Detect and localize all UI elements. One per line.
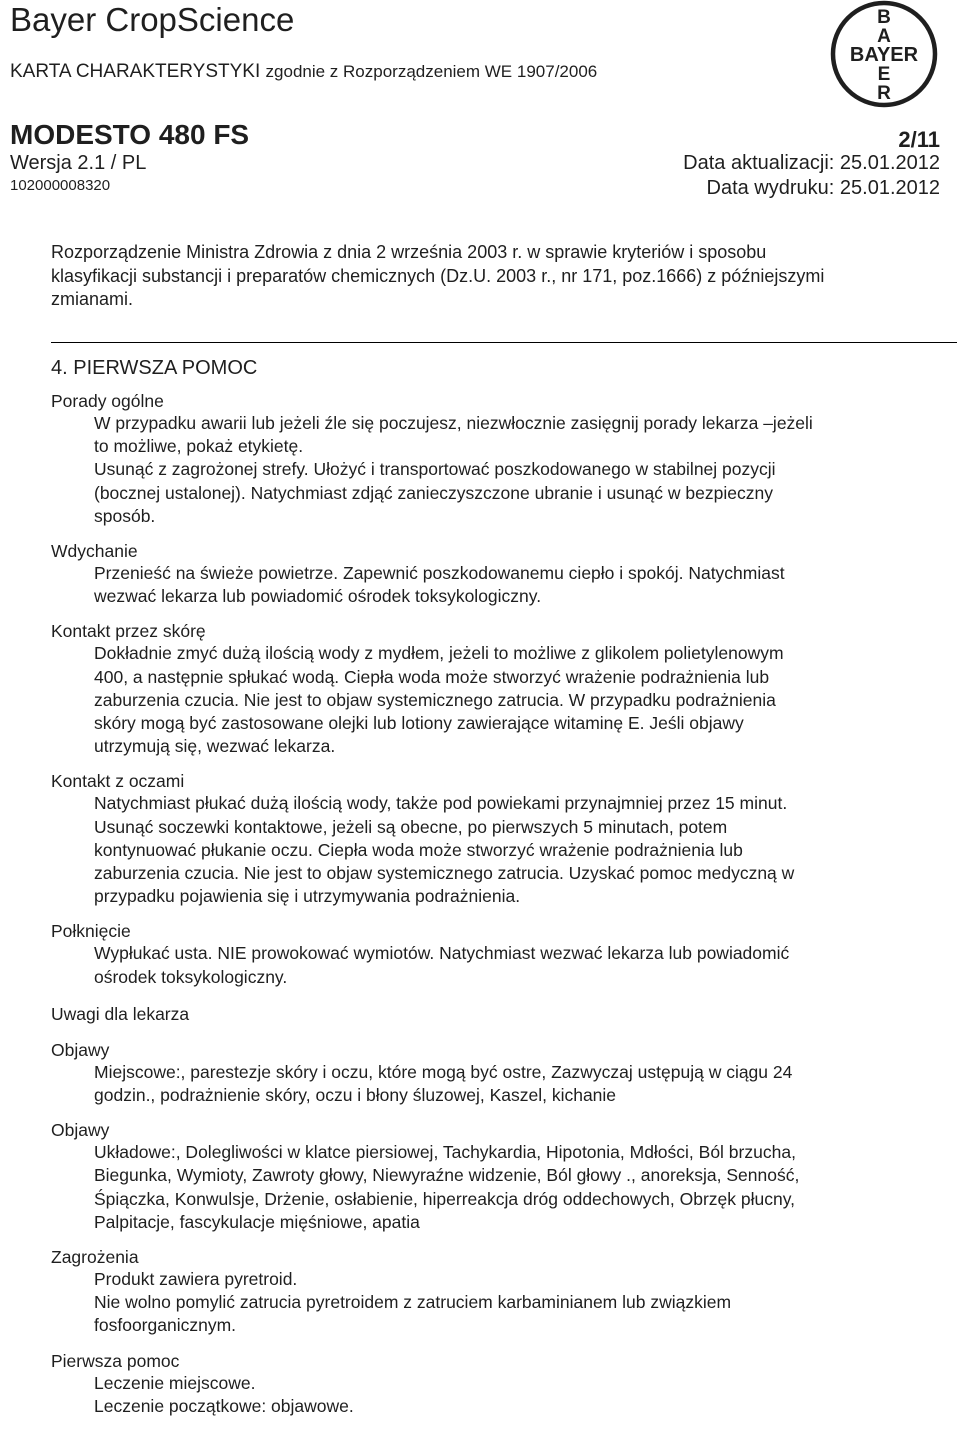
regulation-paragraph [51, 241, 931, 312]
section-divider [51, 342, 957, 343]
text-line: Przenieść na świeże powietrze. Zapewnić poszkodowanemu ciepło i spokój. Natychmiast [94, 563, 785, 584]
text-line: Wypłukać usta. NIE prowokować wymiotów. Natychmiast wezwać lekarza lub powiadomić [94, 943, 790, 964]
text-line: Palpitacje, fascykulacje mięśniowe, apatia [94, 1211, 420, 1232]
subsection-title-ingestion: Połknięcie [51, 921, 131, 942]
text-line: Układowe:, Dolegliwości w klatce piersiowej, Tachykardia, Hipotonia, Mdłości, Ból brzucha, [94, 1142, 796, 1163]
bayer-cross-logo [829, 0, 939, 108]
update-date: Data aktualizacji: 25.01.2012 [683, 152, 940, 174]
text-line: Śpiączka, Konwulsje, Drżenie, osłabienie, hiperreakcja dróg oddechowych, Obrzęk płucny, [94, 1188, 796, 1209]
text-line: wezwać lekarza lub powiadomić ośrodek toksykologiczny. [94, 586, 542, 607]
text-line: Natychmiast płukać dużą ilością wody, także pod powiekami przynajmniej przez 15 minut. [94, 793, 788, 814]
section-content [51, 390, 921, 1418]
regulation-line: klasyfikacji substancji i preparatów chemicznych (Dz.U. 2003 r., nr 171, poz.1666) z późniejszymi [51, 265, 825, 286]
svg-text:B: B [877, 7, 891, 28]
version-label: Wersja 2.1 / PL [10, 152, 147, 174]
text-line: Nie wolno pomylić zatrucia pyretroidem z zatruciem karbaminianem lub związkiem [94, 1292, 732, 1313]
text-line: zaburzenia czucia. Nie jest to objaw systemicznego zatrucia. Uzyskać pomoc medyczną w [94, 863, 795, 884]
text-line: Biegunka, Wymioty, Zawroty głowy, Niewyraźne widzenie, Ból głowy ., anoreksja, Senność, [94, 1165, 800, 1186]
text-line: W przypadku awarii lub jeżeli źle się poczujesz, niezwłocznie zasięgnij porady lekarza –jeżeli [94, 413, 813, 433]
hazards-text [94, 1268, 921, 1338]
subsection-title-general-advice: Porady ogólne [51, 391, 164, 411]
text-line: fosfoorganicznym. [94, 1315, 237, 1336]
text-line: przypadku pojawienia się i utrzymywania podrażnienia. [94, 886, 521, 907]
document-type-regulation: zgodnie z Rozporządzeniem WE 1907/2006 [265, 62, 598, 81]
text-line: kontynuować płukanie oczu. Ciepła woda może stworzyć wrażenie podrażnienia lub [94, 839, 743, 860]
subsection-title-doctor-notes: Uwagi dla lekarza [51, 1003, 190, 1024]
text-line: Usunąć z zagrożonej strefy. Ułożyć i transportować poszkodowanego w stabilnej pozycji [94, 459, 776, 480]
text-line: to możliwe, pokaż etykietę. [94, 436, 304, 457]
text-line: zaburzenia czucia. Nie jest to objaw systemicznego zatrucia. W przypadku podrażnienia [94, 689, 776, 710]
eye-contact-text [94, 792, 921, 908]
svg-text:E: E [877, 64, 891, 85]
text-line: Leczenie początkowe: objawowe. [94, 1395, 354, 1416]
general-advice-text [94, 412, 921, 528]
ingestion-text [94, 942, 921, 988]
print-date: Data wydruku: 25.01.2012 [706, 177, 940, 199]
regulation-line: Rozporządzenie Ministra Zdrowia z dnia 2 września 2003 r. w sprawie kryteriów i sposobu [51, 242, 767, 262]
svg-text:BAYER: BAYER [849, 44, 919, 66]
subsection-title-symptoms-systemic: Objawy [51, 1120, 110, 1141]
symptoms-systemic-text [94, 1141, 921, 1234]
text-line: Leczenie miejscowe. [94, 1372, 256, 1393]
subsection-title-inhalation: Wdychanie [51, 541, 138, 562]
first-aid-text [94, 1372, 921, 1418]
svg-text:A: A [877, 26, 891, 47]
product-name: MODESTO 480 FS [10, 119, 250, 150]
document-type [10, 60, 597, 84]
text-line: skóry mogą być zastosowane olejki lub lotiony zawierające witaminę E. Jeśli objawy [94, 713, 744, 734]
document-type-main: KARTA CHARAKTERYSTYKI [10, 61, 261, 82]
inhalation-text [94, 562, 921, 608]
document-number: 102000008320 [10, 177, 111, 194]
svg-text:R: R [877, 83, 891, 104]
text-line: godzin., podrażnienie skóry, oczu i błony śluzowej, Kaszel, kichanie [94, 1085, 617, 1106]
company-name: Bayer CropScience [10, 1, 295, 38]
text-line: utrzymują się, wezwać lekarza. [94, 736, 336, 757]
skin-contact-text [94, 642, 921, 758]
text-line: (bocznej ustalonej). Natychmiast zdjąć zanieczyszczone ubranie i usunąć w bezpieczny [94, 482, 773, 503]
text-line: ośrodek toksykologiczny. [94, 966, 288, 987]
subsection-title-skin-contact: Kontakt przez skórę [51, 621, 206, 642]
text-line: 400, a następnie spłukać wodą. Ciepła woda może stworzyć wrażenie podrażnienia lub [94, 666, 770, 687]
text-line: Dokładnie zmyć dużą ilością wody z mydłem, jeżeli to możliwe z glikolem polietylenowym [94, 643, 784, 664]
subsection-title-eye-contact: Kontakt z oczami [51, 771, 185, 792]
text-line: Usunąć soczewki kontaktowe, jeżeli są obecne, po pierwszych 5 minutach, potem [94, 816, 728, 837]
regulation-line: zmianami. [51, 289, 134, 309]
text-line: sposób. [94, 505, 156, 526]
subsection-title-symptoms-local: Objawy [51, 1039, 110, 1060]
section-title: 4. PIERWSZA POMOC [51, 357, 258, 379]
subsection-title-first-aid: Pierwsza pomoc [51, 1350, 180, 1371]
text-line: Produkt zawiera pyretroid. [94, 1269, 298, 1290]
symptoms-local-text [94, 1061, 921, 1107]
page-number: 2/11 [898, 127, 940, 152]
text-line: Miejscowe:, parestezje skóry i oczu, które mogą być ostre, Zazwyczaj ustępują w ciągu 24 [94, 1061, 793, 1082]
subsection-title-hazards: Zagrożenia [51, 1247, 139, 1268]
